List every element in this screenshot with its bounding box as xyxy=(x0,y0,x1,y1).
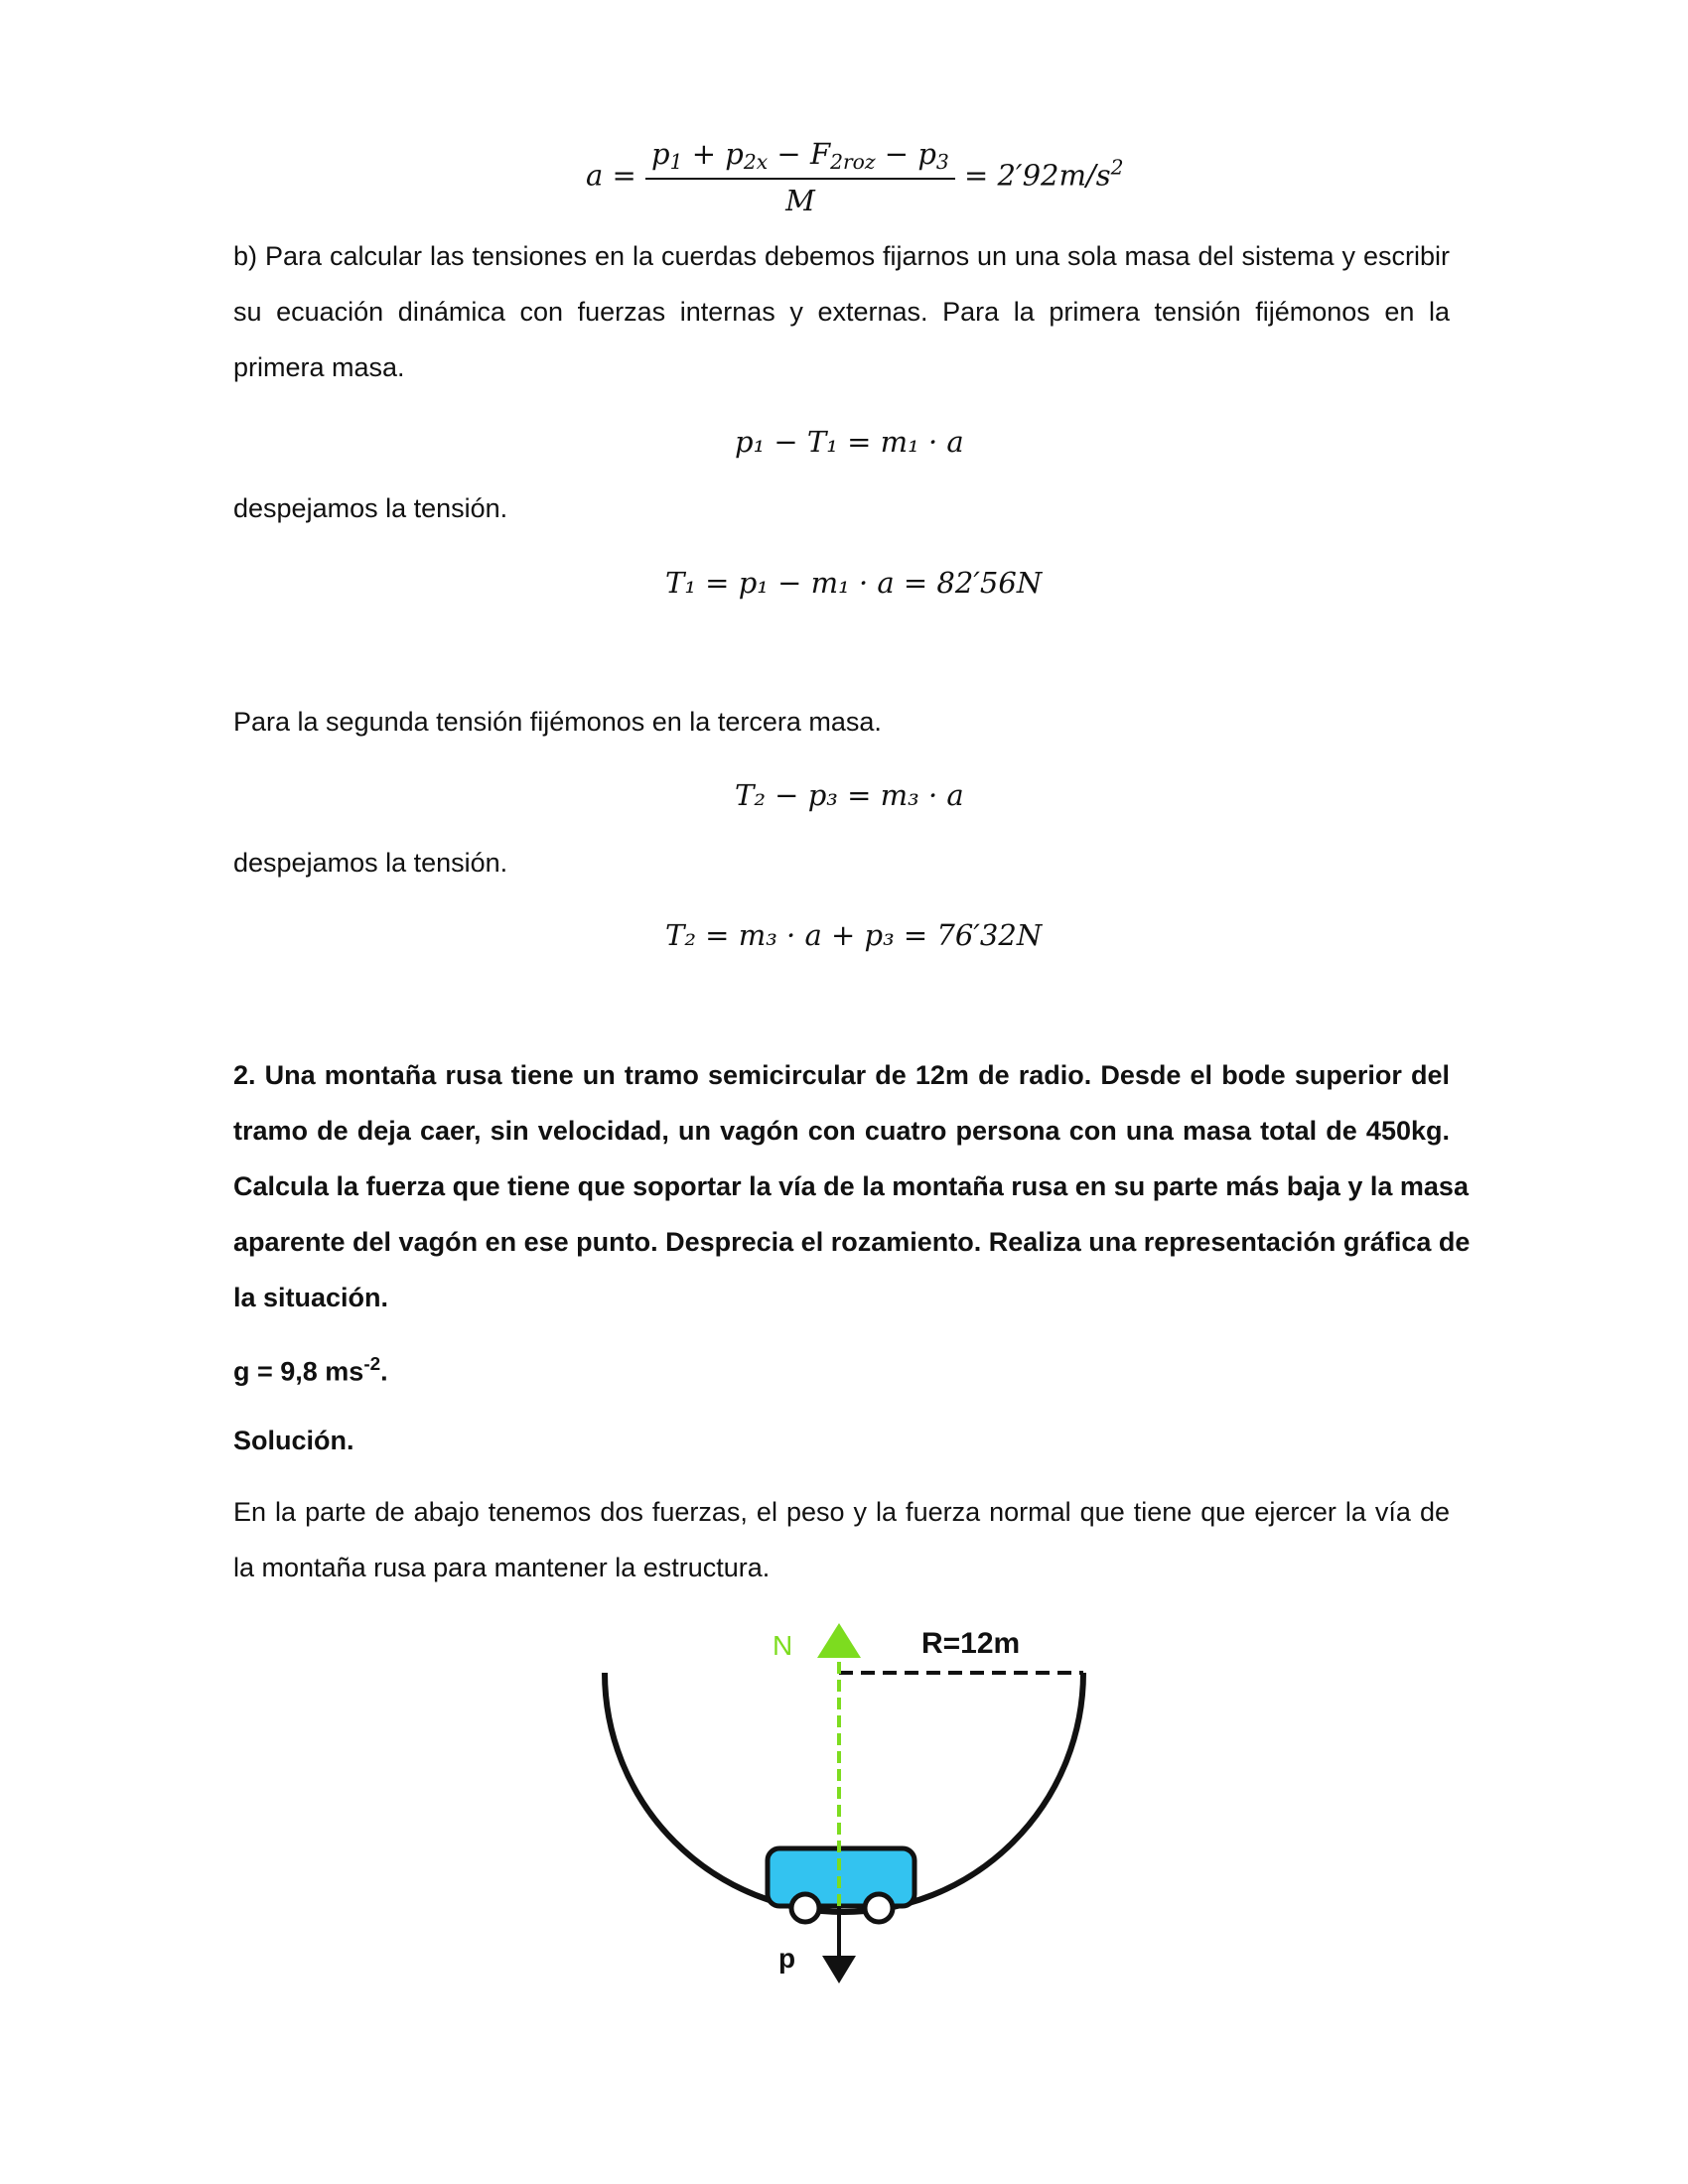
problem2-line-4: aparente del vagón en ese punto. Desprecia el rozamiento. Realiza una representación gráfica de xyxy=(233,1227,1471,1257)
equation-t2-dynamics: T₂ − p₃ = m₃ · a xyxy=(735,778,964,812)
problem2-line-3: Calcula la fuerza que tiene que soportar la vía de la montaña rusa en su parte más baja y la masa xyxy=(233,1171,1469,1201)
para-b-line-2: su ecuación dinámica con fuerzas internas y externas. Para la primera tensión fijémonos en la xyxy=(233,297,1450,327)
para-b-line-3: primera masa. xyxy=(233,352,405,382)
equation-t2: T₂ = m₃ · a + p₃ = 76′32N xyxy=(665,918,1043,952)
normal-force-label: N xyxy=(773,1630,793,1661)
para-b-line-1: b) Para calcular las tensiones en la cuerdas debemos fijarnos un una sola masa del sistema y escribir xyxy=(233,241,1450,271)
weight-force-arrowhead xyxy=(822,1956,856,1983)
wagon-wheel-left xyxy=(791,1894,819,1922)
eq-fraction xyxy=(645,137,955,217)
para-second-tension: Para la segunda tensión fijémonos en la tercera masa. xyxy=(233,707,882,737)
eq-numerator: p1 + p2x − F2roz − p3 xyxy=(645,137,955,180)
despejamos-text-2: despejamos la tensión. xyxy=(233,848,508,878)
equation-t1-dynamics: p₁ − T₁ = m₁ · a xyxy=(735,425,964,459)
eq-denominator: M xyxy=(785,184,815,218)
solution-heading: Solución. xyxy=(233,1426,354,1455)
problem2-line-5: la situación. xyxy=(233,1283,389,1312)
radius-label: R=12m xyxy=(921,1627,1021,1660)
equation-t1: T₁ = p₁ − m₁ · a = 82′56N xyxy=(665,566,1043,600)
roller-coaster-diagram xyxy=(556,1608,1112,1985)
eq-lhs: a = xyxy=(586,158,636,193)
problem2-line-1: 2. Una montaña rusa tiene un tramo semicircular de 12m de radio. Desde el bode superior del xyxy=(233,1060,1450,1090)
weight-label: p xyxy=(778,1943,796,1974)
wagon-wheel-right xyxy=(865,1894,893,1922)
gravity-value: g = 9,8 $ms^{-2}$. xyxy=(233,1354,388,1387)
normal-force-arrowhead xyxy=(817,1623,861,1658)
eq-rhs: = 2′92m/s xyxy=(964,158,1111,193)
solution-line-2: la montaña rusa para mantener la estructura. xyxy=(233,1553,771,1582)
despejamos-text-1: despejamos la tensión. xyxy=(233,493,508,523)
problem2-line-2: tramo de deja caer, sin velocidad, un vagón con cuatro persona con una masa total de 450kg. xyxy=(233,1116,1450,1146)
solution-line-1: En la parte de abajo tenemos dos fuerzas, el peso y la fuerza normal que tiene que ejercer la vía de xyxy=(233,1497,1450,1527)
equation-acceleration: a = p1 + p2x − F2roz − p3 M = $2'92m/s^2$ xyxy=(586,137,1124,218)
